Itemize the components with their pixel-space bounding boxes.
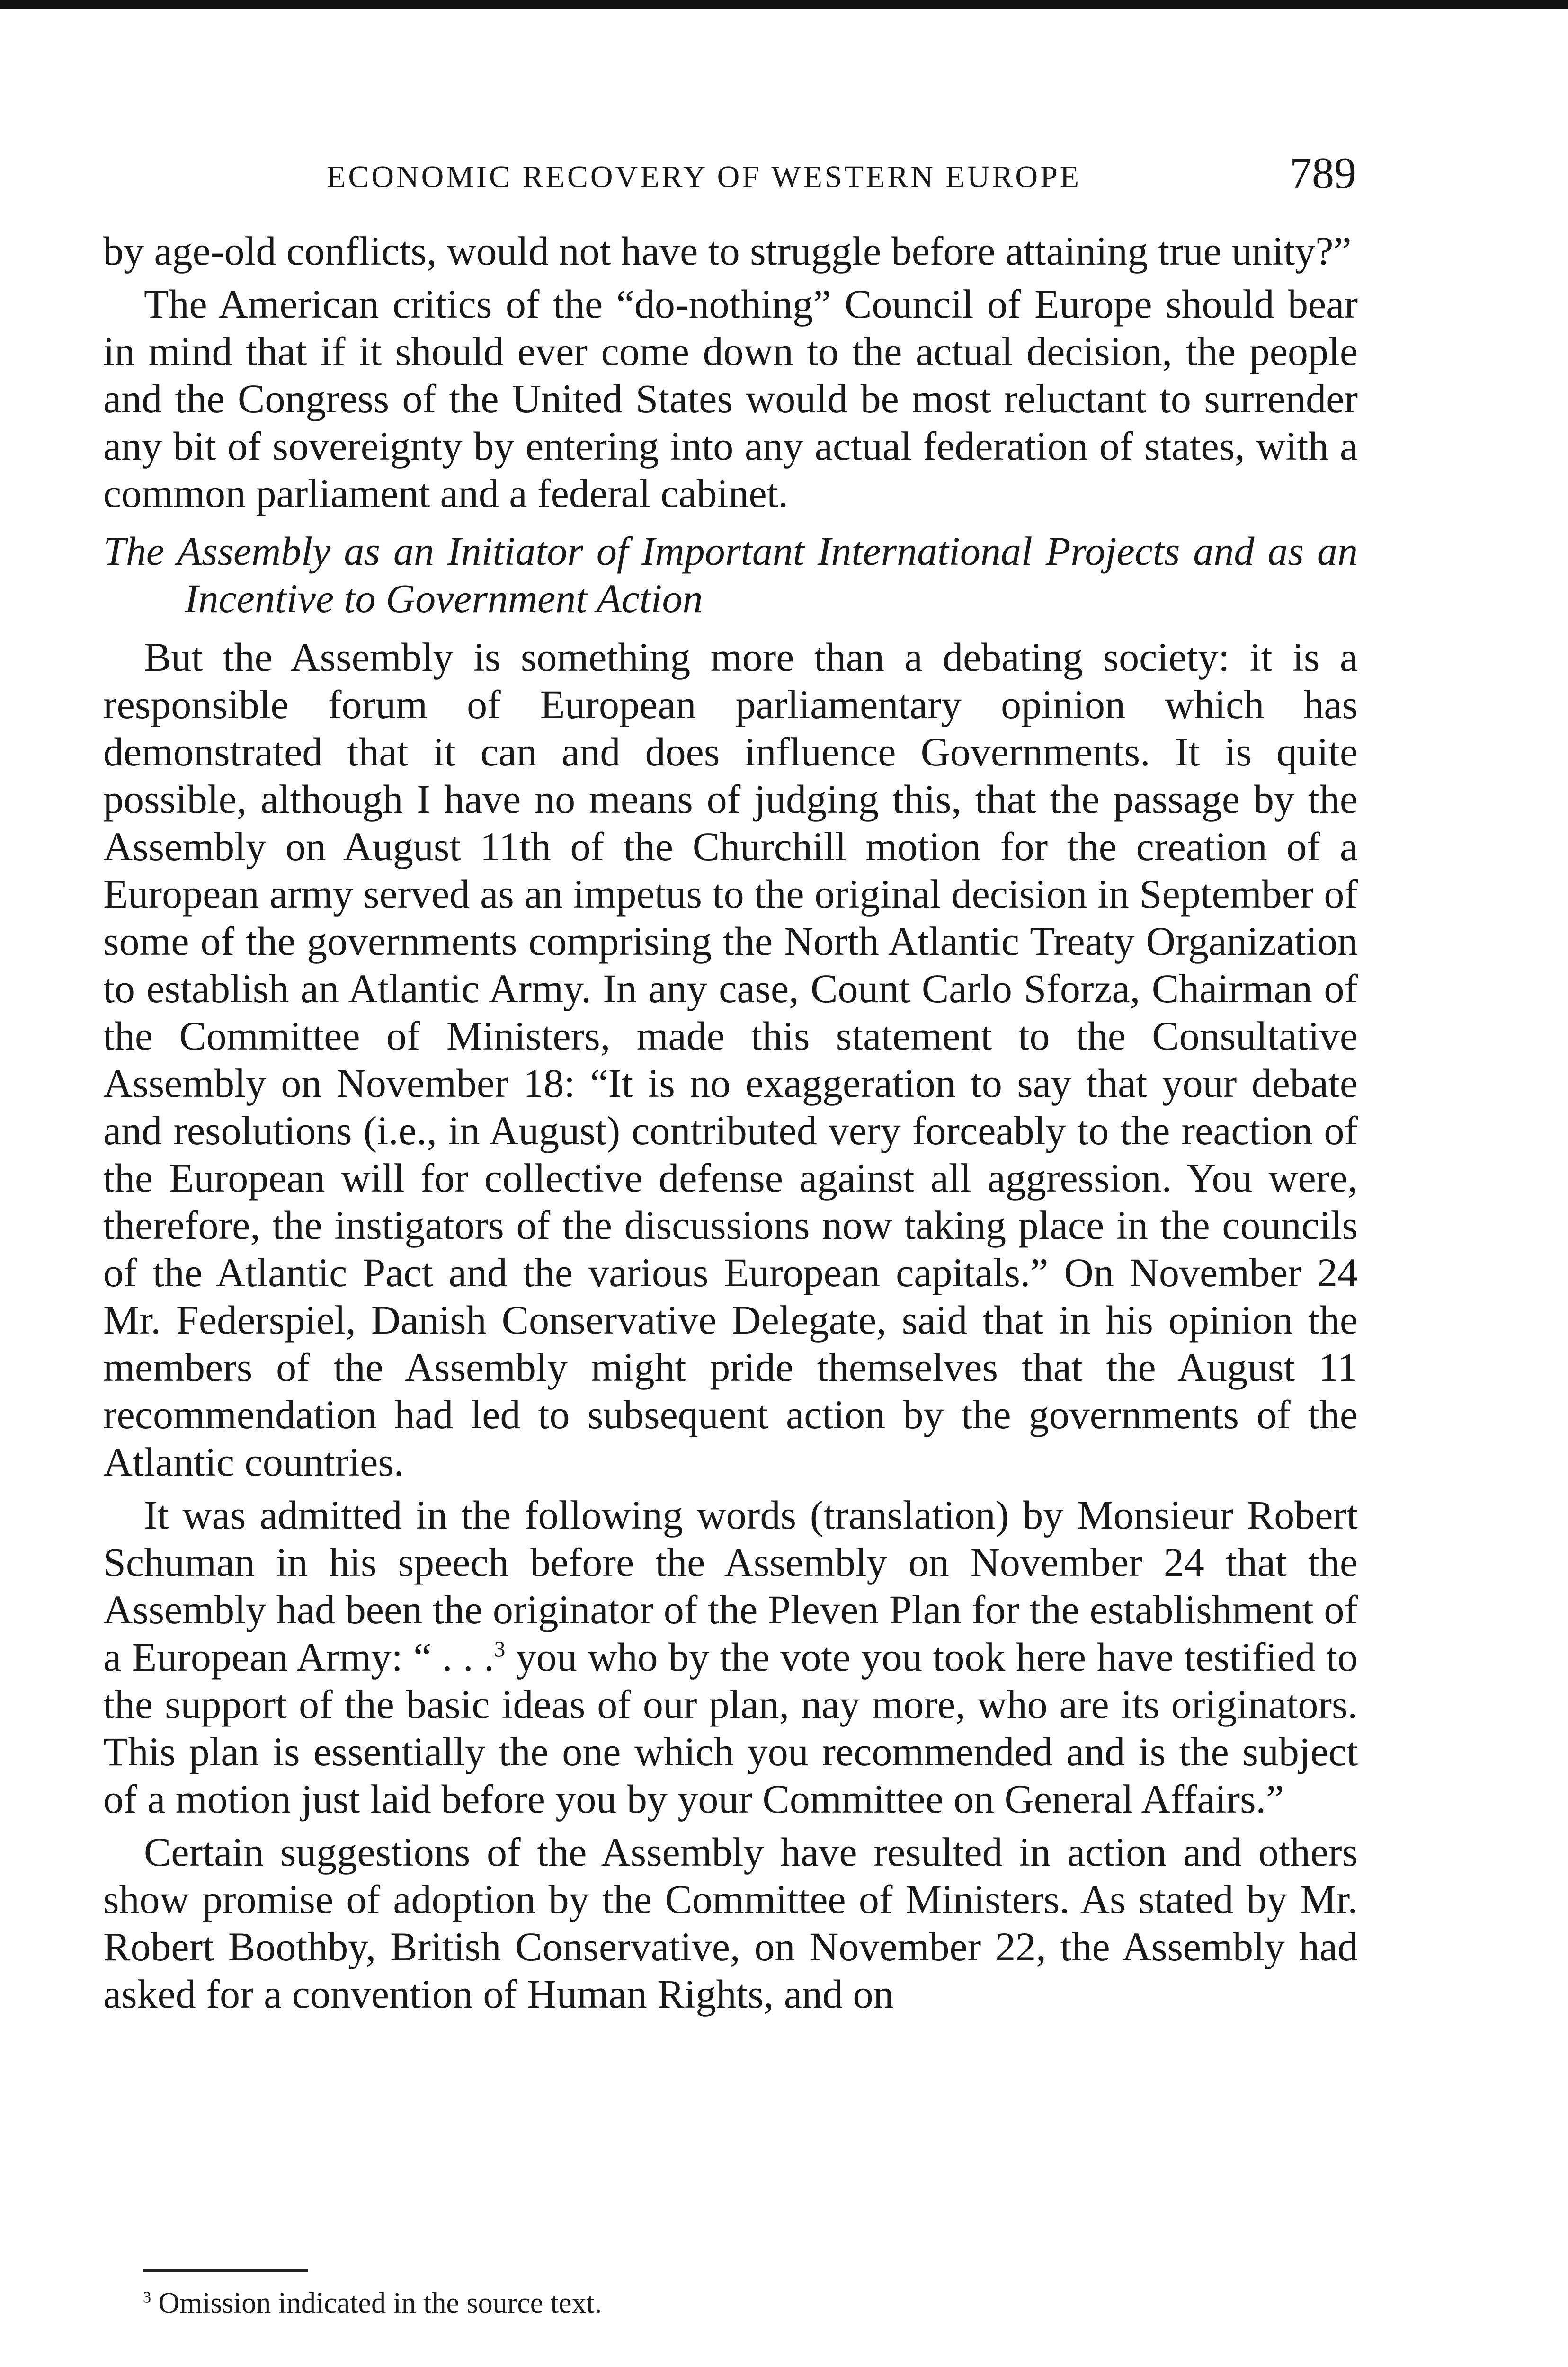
running-title: ECONOMIC RECOVERY OF WESTERN EUROPE — [327, 160, 1082, 194]
footnote-reference: 3 — [494, 1637, 506, 1662]
paragraph-american-critics: The American critics of the “do-nothing” Council of Europe should bear in mind that if it should ever come down to the actual decision, the people and the Congress of the United States would be most reluctant to surrender any bit of sovereignty by entering into any actual federation of states, with a common parliament and a federal cabinet. — [103, 281, 1358, 516]
paragraph-schuman-speech — [103, 1491, 1358, 1823]
schuman-text-before-note: It was admitted in the following words (translation) by Monsieur Robert Schuman in his speech before the Assembly on November 24 that the Assembly had been the originator of the Pleven Plan for the establishment of a European Army: “ . . . — [103, 1492, 1358, 1680]
paragraph-assembly-suggestions: Certain suggestions of the Assembly have resulted in action and others show promise of adoption by the Committee of Ministers. As stated by Mr. Robert Boothby, British Conservative, on November 22, the Assembly had asked for a convention of Human Rights, and on — [103, 1829, 1358, 2017]
page-number: 789 — [1290, 149, 1356, 198]
schuman-text-after-note: you who by the vote you took here have testified to the support of the basic ideas of our plan, nay more, who are its originators. This plan is essentially the one which you recommended and is the subject of a motion just laid before you by your Committee on General Affairs.” — [103, 1634, 1358, 1822]
section-subheading: The Assembly as an Initiator of Important International Projects and as an Incentive to Government Action — [103, 528, 1358, 621]
top-border-rule — [0, 0, 1568, 9]
footnote-marker: 3 — [143, 2288, 151, 2306]
main-text — [103, 227, 1358, 2023]
paragraph-assembly-forum: But the Assembly is something more than a debating society: it is a responsible forum of European parliamentary opinion which has demonstrated that it can and does influence Governments. It is quite possible, although I have no means of judging this, that the passage by the Assembly on August 11th of the Churchill motion for the creation of a European army served as an impetus to the original decision in September of some of the governments comprising the North Atlantic Treaty Organization to establish an Atlantic Army. In any case, Count Carlo Sforza, Chairman of the Committee of Ministers, made this statement to the Consultative Assembly on November 18: “It is no exaggeration to say that your debate and resolutions (i.e., in August) contributed very forceably to the reaction of the European will for collective defense against all aggression. You were, therefore, the instigators of the discussions now taking place in the councils of the Atlantic Pact and the various European capitals.” On November 24 Mr. Federspiel, Danish Conservative Delegate, said that in his opinion the members of the Assembly might pride themselves that the August 11 recommendation had led to subsequent action by the governments of the Atlantic countries. — [103, 634, 1358, 1485]
footnote — [143, 2287, 602, 2320]
paragraph-continuation: by age-old conflicts, would not have to struggle before attaining true unity?” — [103, 228, 1352, 274]
page-header — [142, 151, 1356, 203]
footnote-divider — [143, 2269, 308, 2272]
footnote-text: Omission indicated in the source text. — [151, 2287, 602, 2319]
